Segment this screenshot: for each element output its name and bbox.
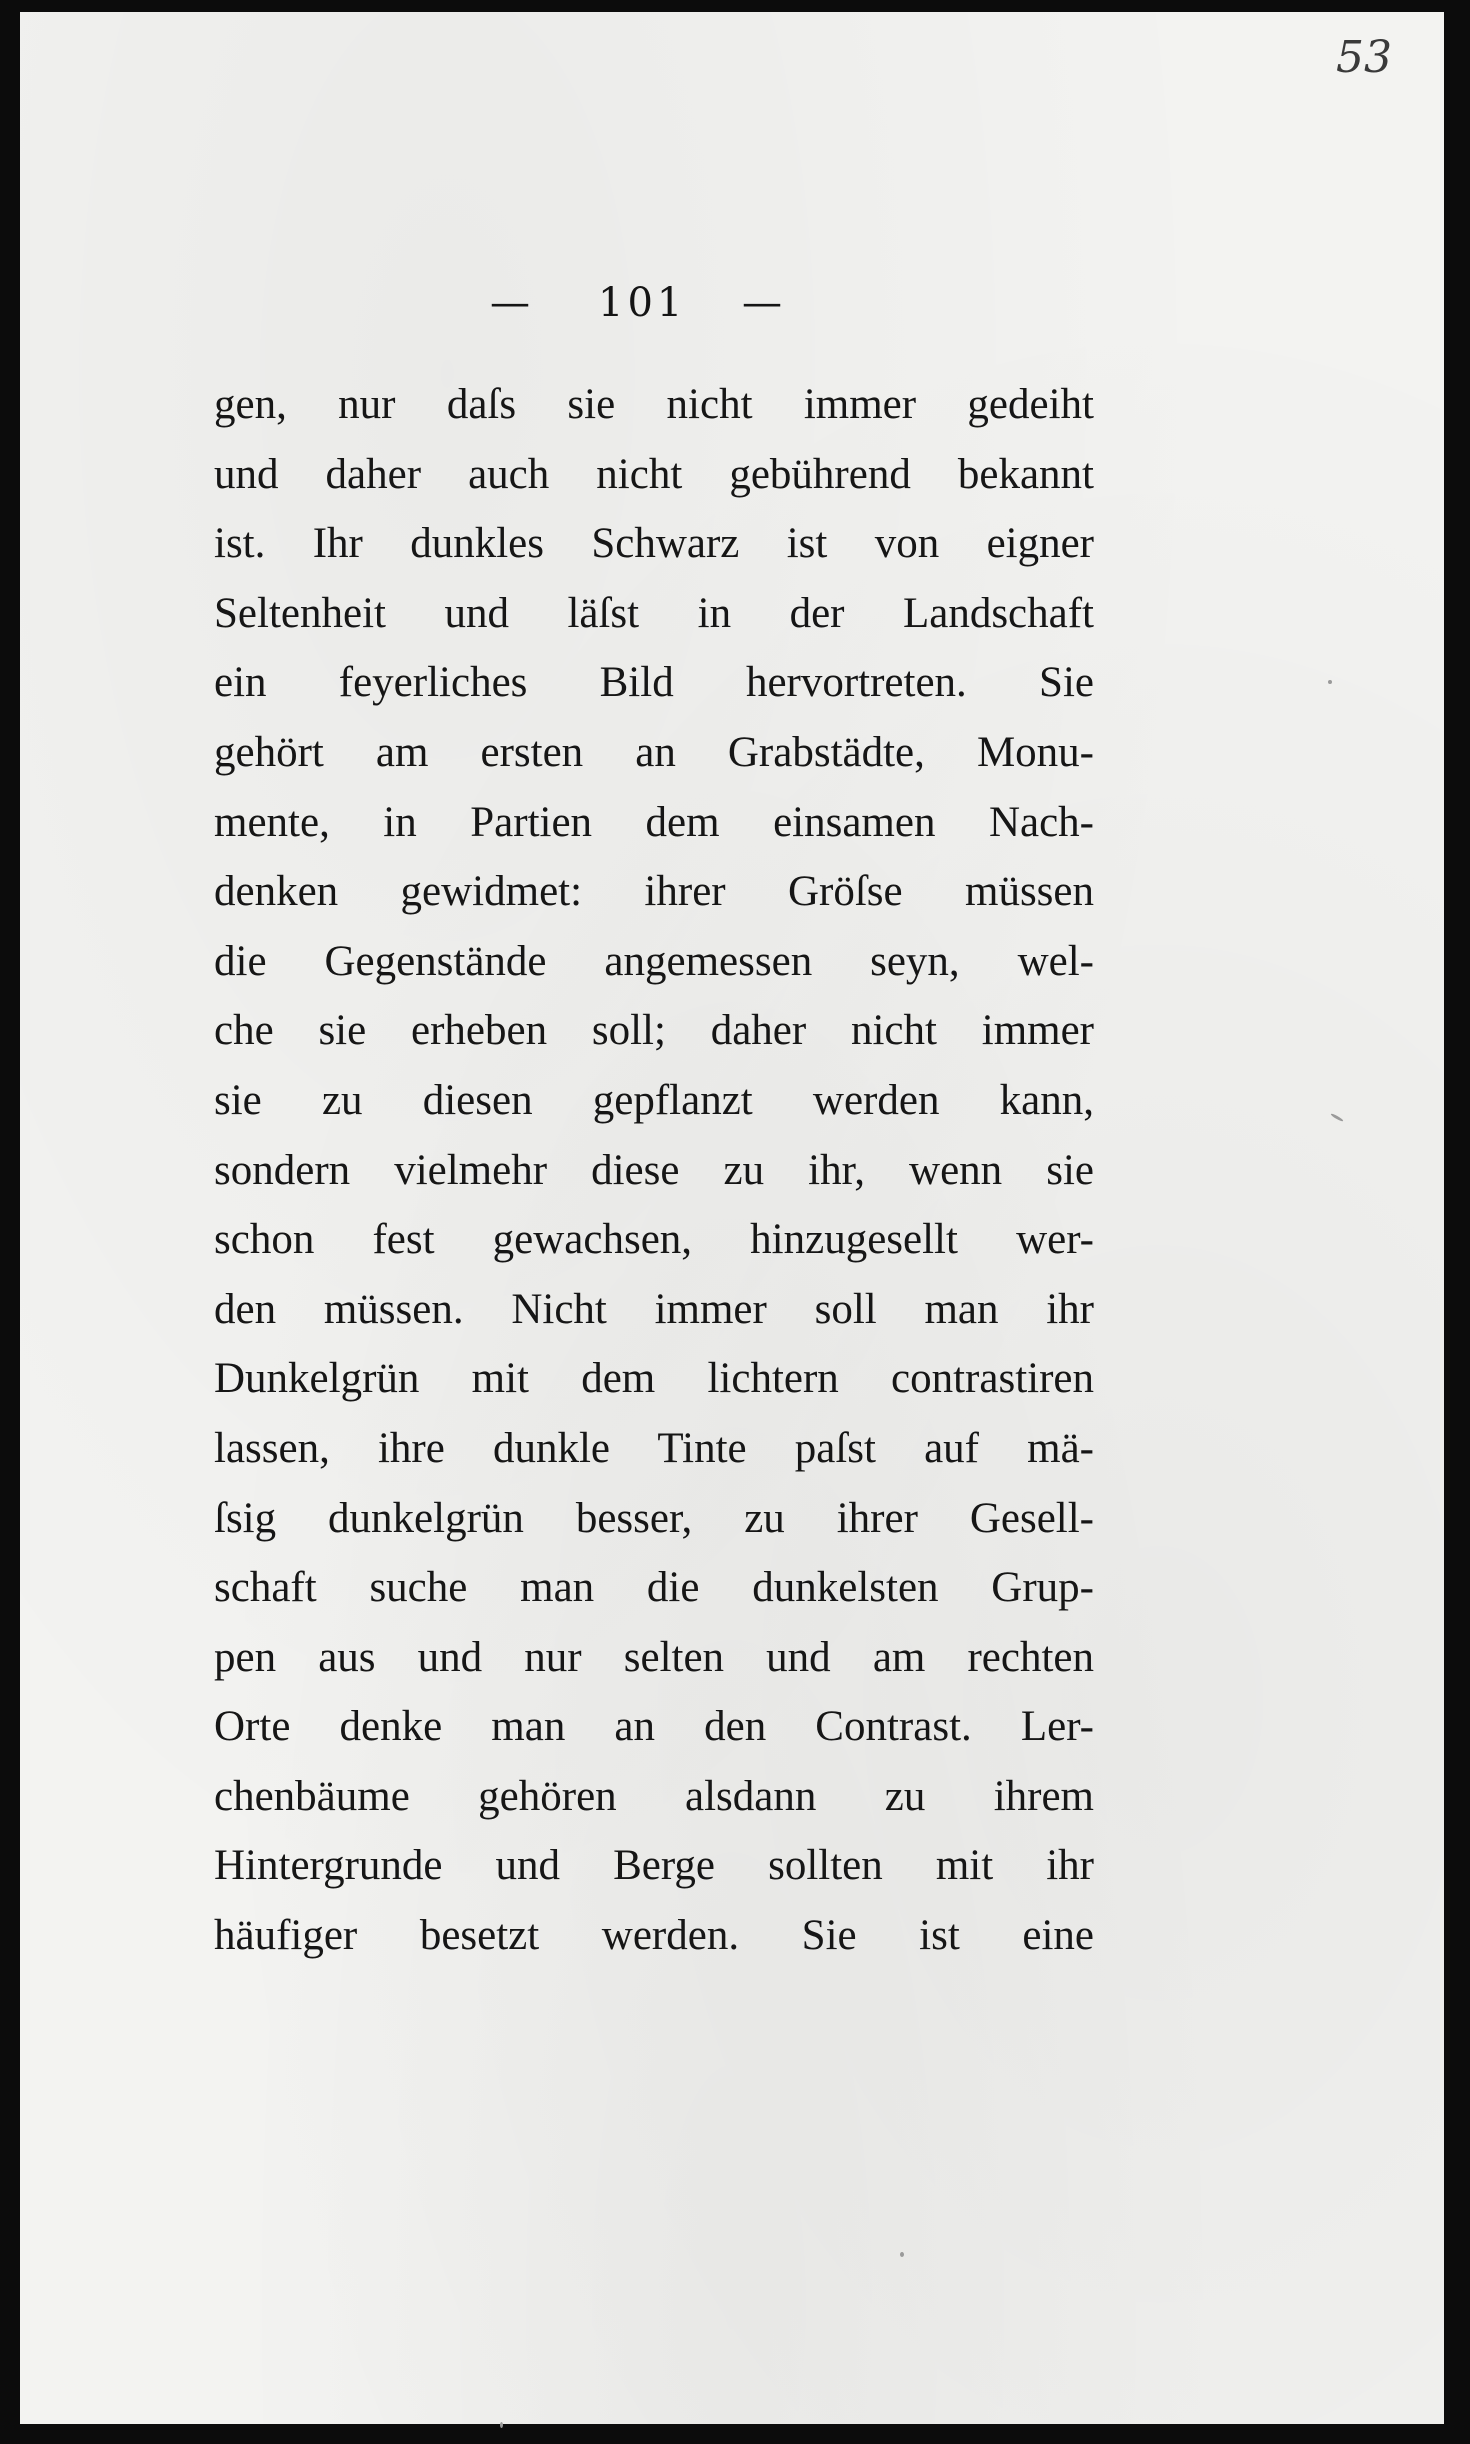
text-line: che sie erheben soll; daher nicht immer [214,1007,1094,1055]
running-head-dash-right: — [742,280,786,326]
text-line: sie zu diesen gepflanzt werden kann, [214,1076,1094,1124]
paper-speck [900,2252,904,2257]
text-line: schon fest gewachsen, hinzugesellt wer- [214,1216,1094,1264]
text-line: Dunkelgrün mit dem lichtern contrastiren [214,1355,1094,1403]
text-line: und daher auch nicht gebührend bekannt [214,450,1094,498]
text-line: Hintergrunde und Berge sollten mit ihr [214,1842,1094,1890]
text-line: ein feyerliches Bild hervortreten. Sie [214,659,1094,707]
text-line: lassen, ihre dunkle Tinte paſst auf mä- [214,1424,1094,1472]
text-line: schaft suche man die dunkelsten Grup- [214,1564,1094,1612]
text-line: ſsig dunkelgrün besser, zu ihrer Gesell- [214,1494,1094,1542]
text-line: gehört am ersten an Grabstädte, Monu- [214,728,1094,776]
body-text [214,370,1094,1971]
text-line: Orte denke man an den Contrast. Ler- [214,1703,1094,1751]
page-number: 101 [598,280,687,326]
paper-speck [1330,1113,1344,1123]
text-line: häufiger besetzt werden. Sie ist eine [214,1912,1094,1960]
paper-speck [1328,680,1332,684]
paper-speck [500,2422,503,2428]
text-line: gen, nur daſs sie nicht immer gedeiht [214,381,1094,428]
text-line: denken gewidmet: ihrer Gröſse müssen [214,868,1094,916]
text-line: den müssen. Nicht immer soll man ihr [214,1285,1094,1333]
text-line: sondern vielmehr diese zu ihr, wenn sie [214,1146,1094,1194]
text-line: pen aus und nur selten und am rechten [214,1633,1094,1681]
text-line: die Gegenstände angemessen seyn, wel- [214,937,1094,985]
folio-number: 53 [1336,32,1392,83]
text-line: ist. Ihr dunkles Schwarz ist von eigner [214,520,1094,568]
text-line: mente, in Partien dem einsamen Nach- [214,798,1094,846]
text-line: Seltenheit und läſst in der Landschaft [214,589,1094,637]
text-line: chenbäume gehören alsdann zu ihrem [214,1772,1094,1820]
running-head-dash-left: — [490,280,534,326]
book-page [20,12,1444,2424]
